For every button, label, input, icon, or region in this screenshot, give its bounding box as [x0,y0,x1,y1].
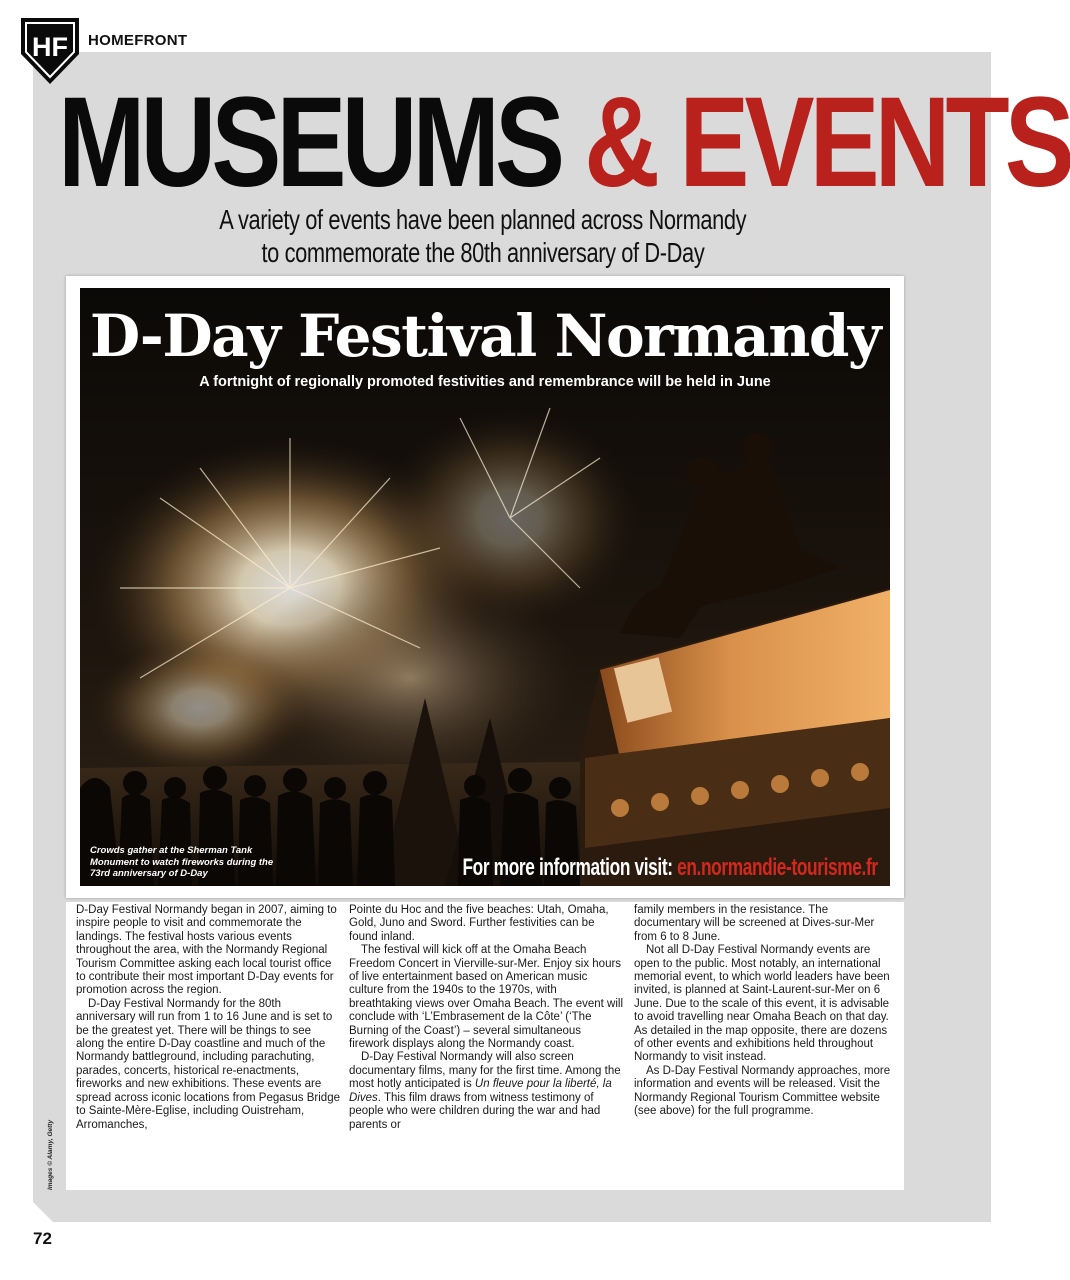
standfirst [120,203,846,269]
feature-photo-frame [66,276,904,898]
image-credit: Images © Alamy, Getty [47,1119,54,1190]
paragraph-text: D-Day Festival Normandy will also screen documentary films, many for the first time. Among the most hotly anticipated is [349,1051,621,1091]
paragraph: The festival will kick off at the Omaha Beach Freedom Concert in Vierville-sur-Mer. Enjoy six hours of live entertainment based on American music culture from the 1940s to the 1970s, with breathtaking views over Omaha Beach. The event will conclude with ‘L’Embrasement de la Côte’ (‘The Burning of the Coast’) – several simultaneous firework displays along the Normandy coast. [349,944,624,1051]
feature-photo [80,288,890,886]
paragraph: Not all D-Day Festival Normandy events are open to the public. Most notably, an international memorial event, to which world leaders have been invited, is planned at Saint-Laurent-sur-Mer on 6 June. Due to the scale of this event, it is advisable to avoid travelling near Omaha Beach on that day. As detailed in the map opposite, there are dozens of other events and exhibitions held throughout Normandy to visit instead. [634,944,890,1064]
headline-museums: MUSEUMS [58,71,561,214]
standfirst-line-1: A variety of events have been planned across Normandy [219,204,747,235]
paragraph: Pointe du Hoc and the five beaches: Utah, Omaha, Gold, Juno and Sword. Further festivities can be found inland. [349,904,609,943]
article-column-3 [634,904,896,1119]
section-label: HOMEFRONT [88,32,188,49]
paragraph: D-Day Festival Normandy began in 2007, aiming to inspire people to visit and commemorate the landings. The festival hosts various events throughout the area, with the Normandy Regional Tourism Committee asking each local tourist office to contribute their most important D-Day events for promotion across the region. [76,904,337,997]
paragraph: As D-Day Festival Normandy approaches, more information and events will be released. Visit the Normandy Regional Tourism Committee website (see above) for the full programme. [634,1064,891,1118]
paragraph-text: . This film draws from witness testimony of people who were children during the war and had parents or [349,1091,601,1131]
more-info-url-link[interactable]: en.normandie-tourisme.fr [677,854,878,881]
paragraph: D-Day Festival Normandy for the 80th anniversary will run from 1 to 16 June and is set to be the greatest yet. There will be things to see along the entire D-Day coastline and much of the Normandy battleground, including parachuting, parades, concerts, historical re-enactments, fireworks and new exhibitions. These events are spread across iconic locations from Pegasus Bridge to Sainte-Mère-Eglise, including Ouistreham, Arromanches, [76,997,340,1131]
headline-events: & EVENTS [584,71,1070,214]
article-column-2 [349,904,623,1132]
paragraph [349,1051,623,1131]
photo-caption: Crowds gather at the Sherman Tank Monument to watch fireworks during the 73rd anniversary of D-Day [90,845,274,879]
festival-subtitle: A fortnight of regionally promoted festivities and remembrance will be held in June [199,374,771,390]
standfirst-line-2: to commemorate the 80th anniversary of D-Day [261,237,705,268]
logo-text: HF [32,32,68,62]
more-info-line [463,854,878,882]
paragraph: family members in the resistance. The documentary will be screened at Dives-sur-Mer from 6 to 8 June. [634,904,875,943]
film-title: Un fleuve pour la liberté, la Dives [349,1078,612,1104]
more-info-label: For more information visit: [462,854,673,881]
article-column-1 [76,904,340,1132]
page-number: 72 [33,1229,52,1248]
page-headline [58,71,1070,214]
festival-title: D-Day Festival Normandy [89,302,881,370]
